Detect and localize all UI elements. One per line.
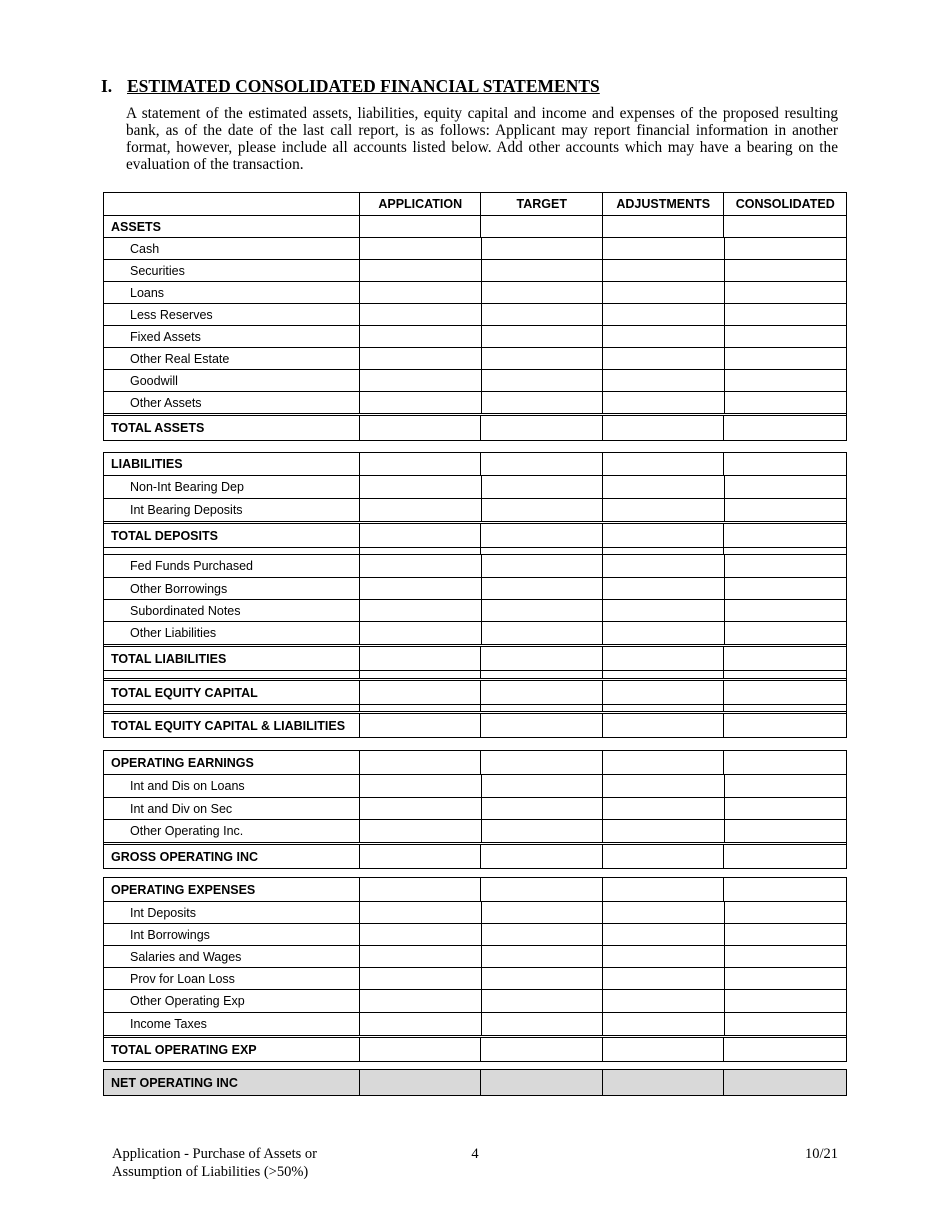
row-label: Subordinated Notes bbox=[130, 603, 241, 618]
table-row bbox=[104, 303, 846, 325]
adjustments-cell[interactable] bbox=[602, 647, 724, 670]
target-cell[interactable] bbox=[480, 1070, 602, 1095]
application-cell[interactable] bbox=[359, 968, 481, 989]
table-row bbox=[104, 475, 846, 498]
revision-date: 10/21 bbox=[804, 1146, 838, 1162]
consolidated-cell[interactable] bbox=[724, 326, 846, 347]
application-cell[interactable] bbox=[359, 647, 481, 670]
row-label: Int Borrowings bbox=[130, 927, 210, 942]
column-header-adjustments: ADJUSTMENTS bbox=[602, 193, 724, 215]
application-cell[interactable] bbox=[359, 924, 481, 945]
table-row bbox=[104, 751, 846, 774]
section-title: ESTIMATED CONSOLIDATED FINANCIAL STATEMENTS bbox=[127, 76, 600, 96]
adjustments-cell[interactable] bbox=[602, 260, 724, 281]
application-cell[interactable] bbox=[359, 775, 481, 797]
target-cell[interactable] bbox=[481, 622, 603, 644]
column-header-consolidated: CONSOLIDATED bbox=[723, 193, 846, 215]
consolidated-cell[interactable] bbox=[723, 751, 846, 774]
adjustments-cell[interactable] bbox=[602, 622, 724, 644]
adjustments-cell[interactable] bbox=[602, 370, 724, 391]
spacer-cell bbox=[104, 671, 359, 678]
row-label: LIABILITIES bbox=[111, 457, 183, 471]
application-cell[interactable] bbox=[359, 216, 481, 237]
adjustments-cell[interactable] bbox=[602, 1038, 724, 1061]
consolidated-cell[interactable] bbox=[724, 499, 846, 521]
application-cell[interactable] bbox=[359, 878, 481, 901]
spacer-row bbox=[104, 547, 846, 554]
target-cell[interactable] bbox=[481, 476, 603, 498]
table-row bbox=[104, 621, 846, 644]
spacer-cell bbox=[359, 705, 481, 711]
application-cell[interactable] bbox=[359, 622, 481, 644]
consolidated-cell[interactable] bbox=[723, 647, 846, 670]
table-header-row bbox=[104, 193, 846, 215]
consolidated-cell[interactable] bbox=[723, 216, 846, 237]
consolidated-cell[interactable] bbox=[724, 392, 846, 413]
spacer-cell bbox=[602, 671, 724, 678]
adjustments-cell[interactable] bbox=[602, 751, 724, 774]
adjustments-cell[interactable] bbox=[602, 392, 724, 413]
target-cell[interactable] bbox=[481, 1013, 603, 1035]
target-cell[interactable] bbox=[480, 1038, 602, 1061]
row-label: Loans bbox=[130, 285, 165, 300]
operating-expenses-block bbox=[103, 877, 847, 1062]
spacer-cell bbox=[104, 705, 359, 711]
operating-earnings-block bbox=[103, 750, 847, 869]
consolidated-cell[interactable] bbox=[724, 348, 846, 369]
row-label: Int and Dis on Loans bbox=[130, 779, 245, 793]
adjustments-cell[interactable] bbox=[602, 476, 724, 498]
row-label: Securities bbox=[130, 263, 185, 278]
row-label: Int and Div on Sec bbox=[130, 801, 233, 816]
table-row bbox=[104, 259, 846, 281]
table-row bbox=[104, 1012, 846, 1035]
row-label: Non-Int Bearing Dep bbox=[130, 480, 244, 494]
row-label: TOTAL ASSETS bbox=[111, 421, 205, 435]
total-row bbox=[104, 413, 846, 440]
consolidated-cell[interactable] bbox=[723, 714, 846, 737]
application-cell[interactable] bbox=[359, 600, 481, 621]
spacer-cell bbox=[480, 705, 602, 711]
target-cell[interactable] bbox=[481, 555, 603, 577]
consolidated-cell[interactable] bbox=[724, 968, 846, 989]
target-cell[interactable] bbox=[481, 282, 603, 303]
spacer-cell bbox=[104, 548, 359, 554]
assets-block bbox=[103, 192, 847, 441]
adjustments-cell[interactable] bbox=[602, 946, 724, 967]
table-row bbox=[104, 498, 846, 521]
adjustments-cell[interactable] bbox=[602, 845, 724, 868]
target-cell[interactable] bbox=[480, 416, 602, 440]
table-row bbox=[104, 774, 846, 797]
column-header-application: APPLICATION bbox=[359, 193, 481, 215]
total-row bbox=[104, 678, 846, 704]
table-row bbox=[104, 325, 846, 347]
consolidated-cell[interactable] bbox=[723, 524, 846, 547]
row-label: Other Real Estate bbox=[130, 351, 230, 366]
adjustments-cell[interactable] bbox=[602, 820, 724, 842]
adjustments-cell[interactable] bbox=[602, 1013, 724, 1035]
row-label: OPERATING EARNINGS bbox=[111, 755, 254, 770]
target-cell[interactable] bbox=[481, 304, 603, 325]
row-label: Other Assets bbox=[130, 395, 202, 410]
total-row bbox=[104, 1035, 846, 1061]
target-cell[interactable] bbox=[480, 453, 602, 475]
consolidated-cell[interactable] bbox=[724, 476, 846, 498]
row-label: Goodwill bbox=[130, 373, 178, 388]
application-cell[interactable] bbox=[359, 798, 481, 819]
spacer-cell bbox=[723, 548, 846, 554]
target-cell[interactable] bbox=[481, 238, 603, 259]
row-label: NET OPERATING INC bbox=[111, 1075, 238, 1090]
table-row bbox=[104, 215, 846, 237]
target-cell[interactable] bbox=[481, 578, 603, 599]
target-cell[interactable] bbox=[480, 681, 602, 704]
row-label: TOTAL OPERATING EXP bbox=[111, 1042, 257, 1057]
total-row bbox=[104, 644, 846, 670]
table-row bbox=[104, 989, 846, 1012]
application-cell[interactable] bbox=[359, 392, 481, 413]
adjustments-cell[interactable] bbox=[602, 924, 724, 945]
target-cell[interactable] bbox=[480, 751, 602, 774]
adjustments-cell[interactable] bbox=[602, 238, 724, 259]
target-cell[interactable] bbox=[481, 990, 603, 1012]
table-row bbox=[104, 347, 846, 369]
target-cell[interactable] bbox=[480, 524, 602, 547]
row-label: Fed Funds Purchased bbox=[130, 559, 253, 573]
adjustments-cell[interactable] bbox=[602, 902, 724, 923]
application-cell[interactable] bbox=[359, 1013, 481, 1035]
total-row bbox=[104, 842, 846, 868]
spacer-cell bbox=[723, 671, 846, 678]
target-cell[interactable] bbox=[481, 499, 603, 521]
application-cell[interactable] bbox=[359, 555, 481, 577]
adjustments-cell[interactable] bbox=[602, 600, 724, 621]
application-cell[interactable] bbox=[359, 453, 481, 475]
application-cell[interactable] bbox=[359, 282, 481, 303]
row-label: TOTAL EQUITY CAPITAL & LIABILITIES bbox=[111, 718, 346, 733]
application-cell[interactable] bbox=[359, 326, 481, 347]
column-header-target: TARGET bbox=[480, 193, 602, 215]
table-row bbox=[104, 945, 846, 967]
consolidated-cell[interactable] bbox=[724, 1013, 846, 1035]
table-row bbox=[104, 599, 846, 621]
adjustments-cell[interactable] bbox=[602, 878, 724, 901]
table-row bbox=[104, 554, 846, 577]
adjustments-cell[interactable] bbox=[602, 348, 724, 369]
target-cell[interactable] bbox=[481, 260, 603, 281]
section-number: I. bbox=[101, 76, 113, 96]
adjustments-cell[interactable] bbox=[602, 775, 724, 797]
net-operating-block bbox=[103, 1069, 847, 1096]
consolidated-cell[interactable] bbox=[724, 946, 846, 967]
consolidated-cell[interactable] bbox=[724, 902, 846, 923]
consolidated-cell[interactable] bbox=[724, 260, 846, 281]
application-cell[interactable] bbox=[359, 238, 481, 259]
consolidated-cell[interactable] bbox=[724, 820, 846, 842]
spacer-cell bbox=[359, 548, 481, 554]
footer-form-title bbox=[112, 1145, 317, 1181]
row-label: Int Bearing Deposits bbox=[130, 503, 243, 517]
consolidated-cell[interactable] bbox=[724, 304, 846, 325]
target-cell[interactable] bbox=[480, 714, 602, 737]
table-row bbox=[104, 237, 846, 259]
target-cell[interactable] bbox=[480, 845, 602, 868]
row-label: Income Taxes bbox=[130, 1017, 207, 1031]
application-cell[interactable] bbox=[359, 499, 481, 521]
application-cell[interactable] bbox=[359, 524, 481, 547]
target-cell[interactable] bbox=[480, 216, 602, 237]
footer-line: Assumption of Liabilities (>50%) bbox=[112, 1164, 309, 1180]
table-row bbox=[104, 878, 846, 901]
consolidated-cell[interactable] bbox=[723, 416, 846, 440]
application-cell[interactable] bbox=[359, 476, 481, 498]
target-cell[interactable] bbox=[481, 326, 603, 347]
adjustments-cell[interactable] bbox=[602, 524, 724, 547]
row-label: Salaries and Wages bbox=[130, 949, 242, 964]
consolidated-cell[interactable] bbox=[723, 1070, 846, 1095]
row-label: OPERATING EXPENSES bbox=[111, 882, 256, 897]
table-row bbox=[104, 453, 846, 475]
spacer-cell bbox=[480, 548, 602, 554]
spacer-cell bbox=[723, 705, 846, 711]
adjustments-cell[interactable] bbox=[602, 1070, 724, 1095]
adjustments-cell[interactable] bbox=[602, 326, 724, 347]
target-cell[interactable] bbox=[481, 924, 603, 945]
adjustments-cell[interactable] bbox=[602, 968, 724, 989]
consolidated-cell[interactable] bbox=[724, 798, 846, 819]
consolidated-cell[interactable] bbox=[724, 370, 846, 391]
target-cell[interactable] bbox=[481, 902, 603, 923]
row-label: Prov for Loan Loss bbox=[130, 971, 235, 986]
adjustments-cell[interactable] bbox=[602, 453, 724, 475]
target-cell[interactable] bbox=[480, 647, 602, 670]
table-row bbox=[104, 901, 846, 923]
adjustments-cell[interactable] bbox=[602, 304, 724, 325]
row-label: TOTAL LIABILITIES bbox=[111, 651, 227, 666]
application-cell[interactable] bbox=[359, 348, 481, 369]
footer-line: Application - Purchase of Assets or bbox=[112, 1146, 317, 1162]
application-cell[interactable] bbox=[359, 902, 481, 923]
consolidated-cell[interactable] bbox=[724, 282, 846, 303]
application-cell[interactable] bbox=[359, 990, 481, 1012]
row-label: Other Borrowings bbox=[130, 581, 228, 596]
table-row bbox=[104, 797, 846, 819]
consolidated-cell[interactable] bbox=[723, 681, 846, 704]
application-cell[interactable] bbox=[359, 370, 481, 391]
consolidated-cell[interactable] bbox=[724, 555, 846, 577]
application-cell[interactable] bbox=[359, 1038, 481, 1061]
section-heading bbox=[101, 76, 600, 96]
target-cell[interactable] bbox=[481, 798, 603, 819]
table-row bbox=[104, 967, 846, 989]
row-label: Other Operating Exp bbox=[130, 994, 245, 1008]
adjustments-cell[interactable] bbox=[602, 681, 724, 704]
spacer-cell bbox=[602, 548, 724, 554]
spacer-cell bbox=[480, 671, 602, 678]
total-row bbox=[104, 521, 846, 547]
row-label: TOTAL DEPOSITS bbox=[111, 528, 218, 543]
consolidated-cell[interactable] bbox=[723, 878, 846, 901]
consolidated-cell[interactable] bbox=[724, 924, 846, 945]
consolidated-cell[interactable] bbox=[723, 1038, 846, 1061]
row-label: GROSS OPERATING INC bbox=[111, 849, 259, 864]
row-label: Other Liabilities bbox=[130, 626, 217, 640]
adjustments-cell[interactable] bbox=[602, 416, 724, 440]
row-label: TOTAL EQUITY CAPITAL bbox=[111, 685, 258, 700]
table-row bbox=[104, 819, 846, 842]
adjustments-cell[interactable] bbox=[602, 578, 724, 599]
application-cell[interactable] bbox=[359, 260, 481, 281]
page-number: 4 bbox=[471, 1146, 479, 1162]
table-row bbox=[104, 923, 846, 945]
table-row bbox=[104, 369, 846, 391]
application-cell[interactable] bbox=[359, 946, 481, 967]
target-cell[interactable] bbox=[481, 946, 603, 967]
row-label: Fixed Assets bbox=[130, 329, 201, 344]
row-label: Less Reserves bbox=[130, 307, 213, 322]
adjustments-cell[interactable] bbox=[602, 555, 724, 577]
spacer-cell bbox=[602, 705, 724, 711]
total-row bbox=[104, 1070, 846, 1095]
consolidated-cell[interactable] bbox=[724, 238, 846, 259]
row-label: Cash bbox=[130, 241, 160, 256]
table-row bbox=[104, 281, 846, 303]
application-cell[interactable] bbox=[359, 304, 481, 325]
application-cell[interactable] bbox=[359, 681, 481, 704]
adjustments-cell[interactable] bbox=[602, 499, 724, 521]
target-cell[interactable] bbox=[481, 775, 603, 797]
table-row bbox=[104, 391, 846, 413]
row-label: ASSETS bbox=[111, 219, 162, 234]
application-cell[interactable] bbox=[359, 845, 481, 868]
consolidated-cell[interactable] bbox=[724, 990, 846, 1012]
application-cell[interactable] bbox=[359, 714, 481, 737]
consolidated-cell[interactable] bbox=[724, 775, 846, 797]
header-blank-cell bbox=[104, 193, 359, 215]
target-cell[interactable] bbox=[481, 600, 603, 621]
adjustments-cell[interactable] bbox=[602, 216, 724, 237]
section-intro: A statement of the estimated assets, liabilities, equity capital and income and expenses of the proposed resulting bank, as of the date of the last call report, is as follows: Applicant may report financial information in another format, however, please include all accounts listed below. Add other accounts which may have a bearing on the evaluation of the transaction. bbox=[126, 105, 838, 173]
consolidated-cell[interactable] bbox=[723, 453, 846, 475]
row-label: Int Deposits bbox=[130, 905, 197, 920]
target-cell[interactable] bbox=[481, 820, 603, 842]
consolidated-cell[interactable] bbox=[723, 845, 846, 868]
consolidated-cell[interactable] bbox=[724, 622, 846, 644]
application-cell[interactable] bbox=[359, 578, 481, 599]
application-cell[interactable] bbox=[359, 416, 481, 440]
spacer-row bbox=[104, 704, 846, 711]
consolidated-cell[interactable] bbox=[724, 578, 846, 599]
liabilities-block bbox=[103, 452, 847, 738]
row-label: Other Operating Inc. bbox=[130, 824, 244, 838]
adjustments-cell[interactable] bbox=[602, 714, 724, 737]
adjustments-cell[interactable] bbox=[602, 798, 724, 819]
target-cell[interactable] bbox=[481, 370, 603, 391]
adjustments-cell[interactable] bbox=[602, 990, 724, 1012]
spacer-row bbox=[104, 670, 846, 678]
application-cell[interactable] bbox=[359, 1070, 481, 1095]
target-cell[interactable] bbox=[481, 392, 603, 413]
application-cell[interactable] bbox=[359, 820, 481, 842]
adjustments-cell[interactable] bbox=[602, 282, 724, 303]
target-cell[interactable] bbox=[481, 968, 603, 989]
table-row bbox=[104, 577, 846, 599]
consolidated-cell[interactable] bbox=[724, 600, 846, 621]
target-cell[interactable] bbox=[480, 878, 602, 901]
spacer-cell bbox=[359, 671, 481, 678]
target-cell[interactable] bbox=[481, 348, 603, 369]
application-cell[interactable] bbox=[359, 751, 481, 774]
total-row bbox=[104, 711, 846, 737]
